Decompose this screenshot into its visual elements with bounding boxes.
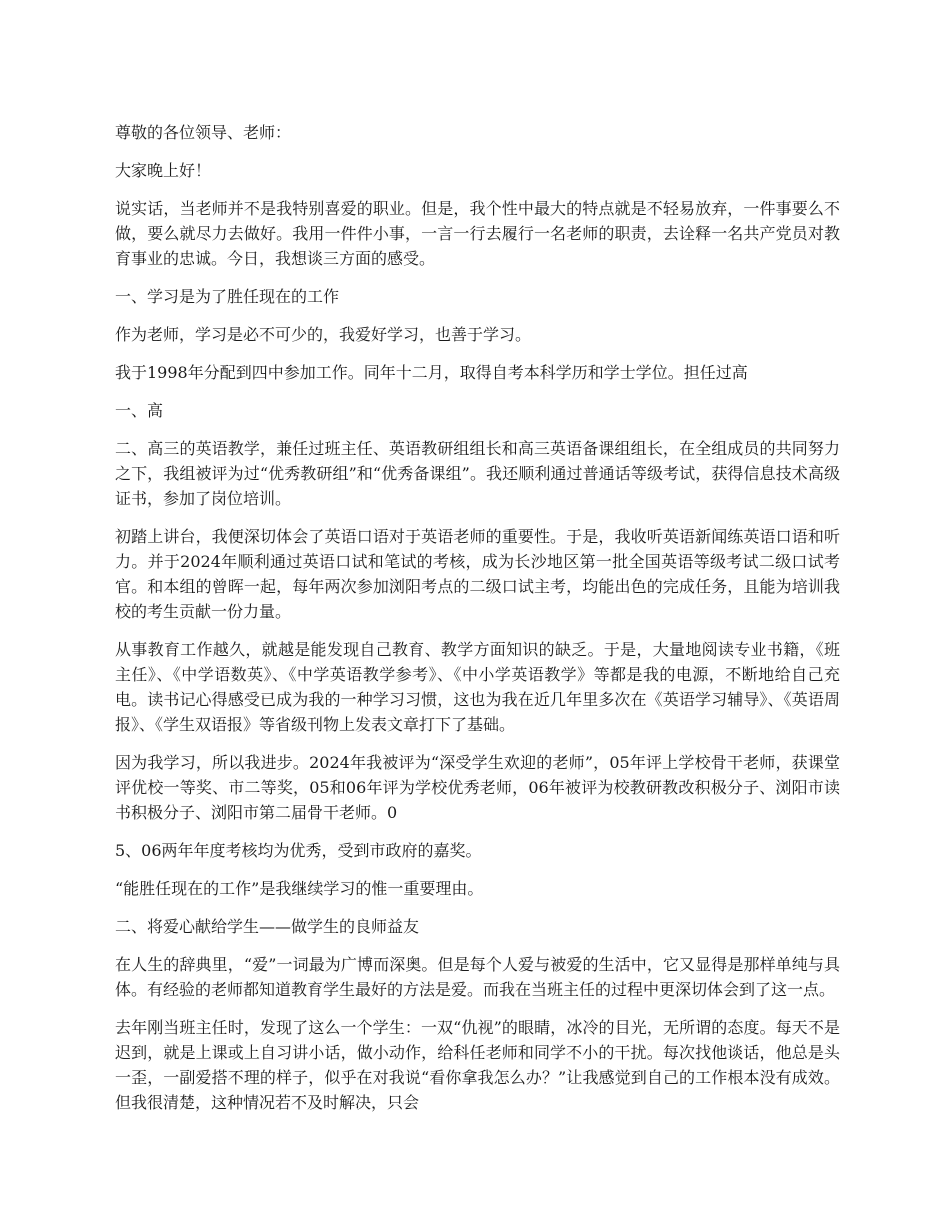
section-heading: 二、将爱心献给学生——做学生的良师益友 <box>115 917 420 936</box>
paragraph: 去年刚当班主任时，发现了这么一个学生：一双“仇视”的眼睛，冰冷的目光，无所谓的态度。每天不是迟到，就是上课或上自习讲小话，做小动作，给科任老师和同学不小的干扰。每次找他谈话，他总是头一歪，一副爱搭不理的样子，似乎在对我说“看你拿我怎么办？”让我感觉到自己的工作根本没有成效。但我很清楚，这种情况若不及时解决，只会 <box>115 1018 840 1112</box>
paragraph: 初踏上讲台，我便深切体会了英语口语对于英语老师的重要性。于是，我收听英语新闻练英语口语和听力。并于2024年顺利通过英语口试和笔试的考核，成为长沙地区第一批全国英语等级考试二级口试考官。和本组的曾晖一起，每年两次参加浏阳考点的二级口试主考，均能出色的完成任务，且能为培训我校的考生贡献一份力量。 <box>115 527 840 621</box>
paragraph: 我于1998年分配到四中参加工作。同年十二月，取得自考本科学历和学士学位。担任过高 <box>115 363 748 382</box>
paragraph: 因为我学习，所以我进步。2024年我被评为“深受学生欢迎的老师”，05年评上学校骨干老师，获课堂评优校一等奖、市二等奖，05和06年评为学校优秀老师，06年被评为校教研教改积极分子、浏阳市读书积极分子、浏阳市第二届骨干老师。0 <box>115 753 840 822</box>
paragraph: 一、高 <box>115 401 164 420</box>
greeting: 大家晚上好！ <box>115 161 212 180</box>
section-heading: 一、学习是为了胜任现在的工作 <box>115 287 340 306</box>
paragraph: 在人生的辞典里，“爱”一词最为广博而深奥。但是每个人爱与被爱的生活中，它又显得是那样单纯与具体。有经验的老师都知道教育学生最好的方法是爱。而我在当班主任的过程中更深切体会到了这一点。 <box>115 955 840 999</box>
salutation: 尊敬的各位领导、老师： <box>115 123 292 142</box>
paragraph: 从事教育工作越久，就越是能发现自己教育、教学方面知识的缺乏。于是，大量地阅读专业书籍，《班主任》、《中学语数英》、《中学英语教学参考》、《中小学英语教学》等都是我的电源，不断地给自己充电。读书记心得感受已成为我的一种学习习惯，这也为我在近几年里多次在《英语学习辅导》、《英语周报》、《学生双语报》等省级刊物上发表文章打下了基础。 <box>115 640 840 734</box>
document-body <box>115 120 840 1128</box>
paragraph: 5、06两年年度考核均为优秀，受到市政府的嘉奖。 <box>115 841 482 860</box>
paragraph: “能胜任现在的工作”是我继续学习的惟一重要理由。 <box>115 879 484 898</box>
paragraph: 二、高三的英语教学，兼任过班主任、英语教研组组长和高三英语备课组组长，在全组成员的共同努力之下，我组被评为过“优秀教研组”和“优秀备课组”。我还顺利通过普通话等级考试，获得信息技术高级证书，参加了岗位培训。 <box>115 439 840 508</box>
paragraph: 作为老师，学习是必不可少的，我爱好学习，也善于学习。 <box>115 325 532 344</box>
paragraph: 说实话，当老师并不是我特别喜爱的职业。但是，我个性中最大的特点就是不轻易放弃，一件事要么不做，要么就尽力去做好。我用一件件小事，一言一行去履行一名老师的职责，去诠释一名共产党员对教育事业的忠诚。今日，我想谈三方面的感受。 <box>115 199 840 268</box>
